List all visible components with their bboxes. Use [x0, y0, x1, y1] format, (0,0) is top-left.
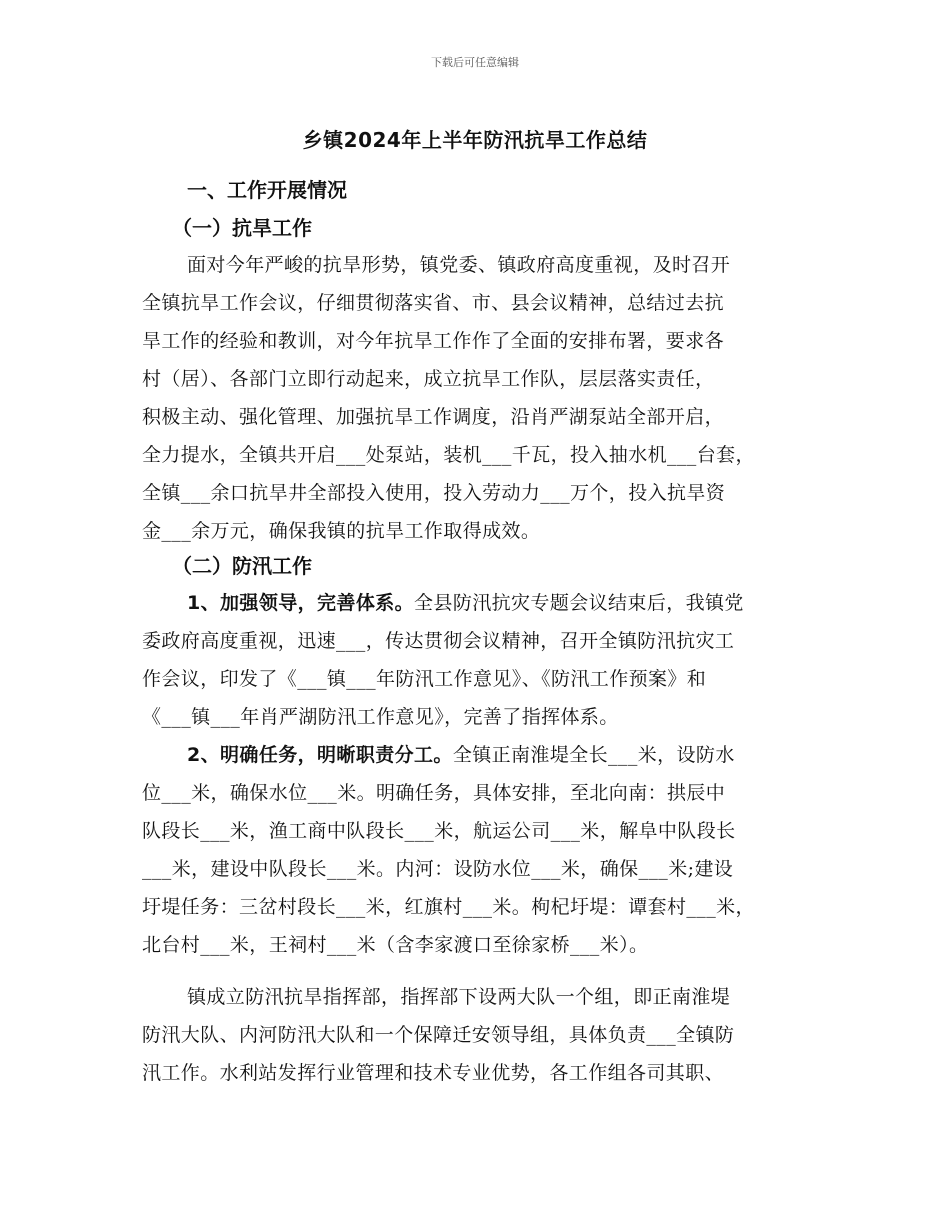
paragraph-line: 全镇抗旱工作会议，仔细贯彻落实省、市、县会议精神，总结过去抗: [142, 292, 725, 314]
section-heading-1: 一、工作开展情况: [187, 178, 347, 202]
paragraph-line: 队段长___米，渔工商中队段长___米，航运公司___米，解阜中队段长: [142, 820, 736, 842]
paragraph-line: 积极主动、强化管理、加强抗旱工作调度，沿肖严湖泵站全部开启，: [142, 406, 725, 428]
paragraph-line: 金___余万元，确保我镇的抗旱工作取得成效。: [142, 520, 541, 542]
paragraph-line: 面对今年严峻的抗旱形势，镇党委、镇政府高度重视，及时召开: [187, 254, 731, 276]
subsection-heading-drought: （一）抗旱工作: [172, 216, 312, 240]
paragraph-line-first: [187, 588, 812, 615]
paragraph-line: ___米，建设中队段长___米。内河：设防水位___米，确保___米;建设: [142, 858, 734, 880]
paragraph-line: 村（居）、各部门立即行动起来，成立抗旱工作队，层层落实责任，: [142, 368, 715, 390]
paragraph-line: 《___镇___年肖严湖防汛工作意见》，完善了指挥体系。: [142, 706, 619, 728]
paragraph-lead-2: 2、明确任务，明晰职责分工。: [187, 744, 453, 766]
paragraph-line: 防汛大队、内河防汛大队和一个保障迁安领导组，具体负责___全镇防: [142, 1024, 735, 1046]
paragraph-text: 全县防汛抗灾专题会议结束后，我镇党: [414, 592, 744, 614]
paragraph-line: 北台村___米，王祠村___米（含李家渡口至徐家桥___米）。: [142, 934, 649, 956]
paragraph-line: 作会议，印发了《___镇___年防汛工作意见》、《防汛工作预案》和: [142, 668, 707, 690]
paragraph-line: 全力提水，全镇共开启___处泵站，装机___千瓦，投入抽水机___台套，: [142, 444, 755, 466]
paragraph-line: 镇成立防汛抗旱指挥部，指挥部下设两大队一个组，即正南淮堤: [187, 986, 731, 1008]
paragraph-line: 位___米，确保水位___米。明确任务，具体安排，至北向南：拱辰中: [142, 782, 726, 804]
paragraph-line: 委政府高度重视，迅速___，传达贯彻会议精神，召开全镇防汛抗灾工: [142, 630, 735, 652]
paragraph-line: 全镇___余口抗旱井全部投入使用，投入劳动力___万个，投入抗旱资: [142, 482, 726, 504]
paragraph-lead-1: 1、加强领导，完善体系。: [187, 592, 415, 614]
header-note: 下载后可任意编辑: [431, 56, 519, 69]
paragraph-line-first: [187, 740, 812, 767]
paragraph-text: 全镇正南淮堤全长___米，设防水: [452, 744, 735, 766]
subsection-heading-flood: （二）防汛工作: [172, 554, 312, 578]
document-title: 乡镇2024年上半年防汛抗旱工作总结: [302, 128, 648, 152]
paragraph-line: 汛工作。水利站发挥行业管理和技术专业优势，各工作组各司其职、: [142, 1062, 725, 1084]
paragraph-line: 圩堤任务：三岔村段长___米，红旗村___米。枸杞圩堤：谭套村___米，: [142, 896, 755, 918]
paragraph-line: 旱工作的经验和教训，对今年抗旱工作作了全面的安排布署，要求各: [142, 330, 725, 352]
